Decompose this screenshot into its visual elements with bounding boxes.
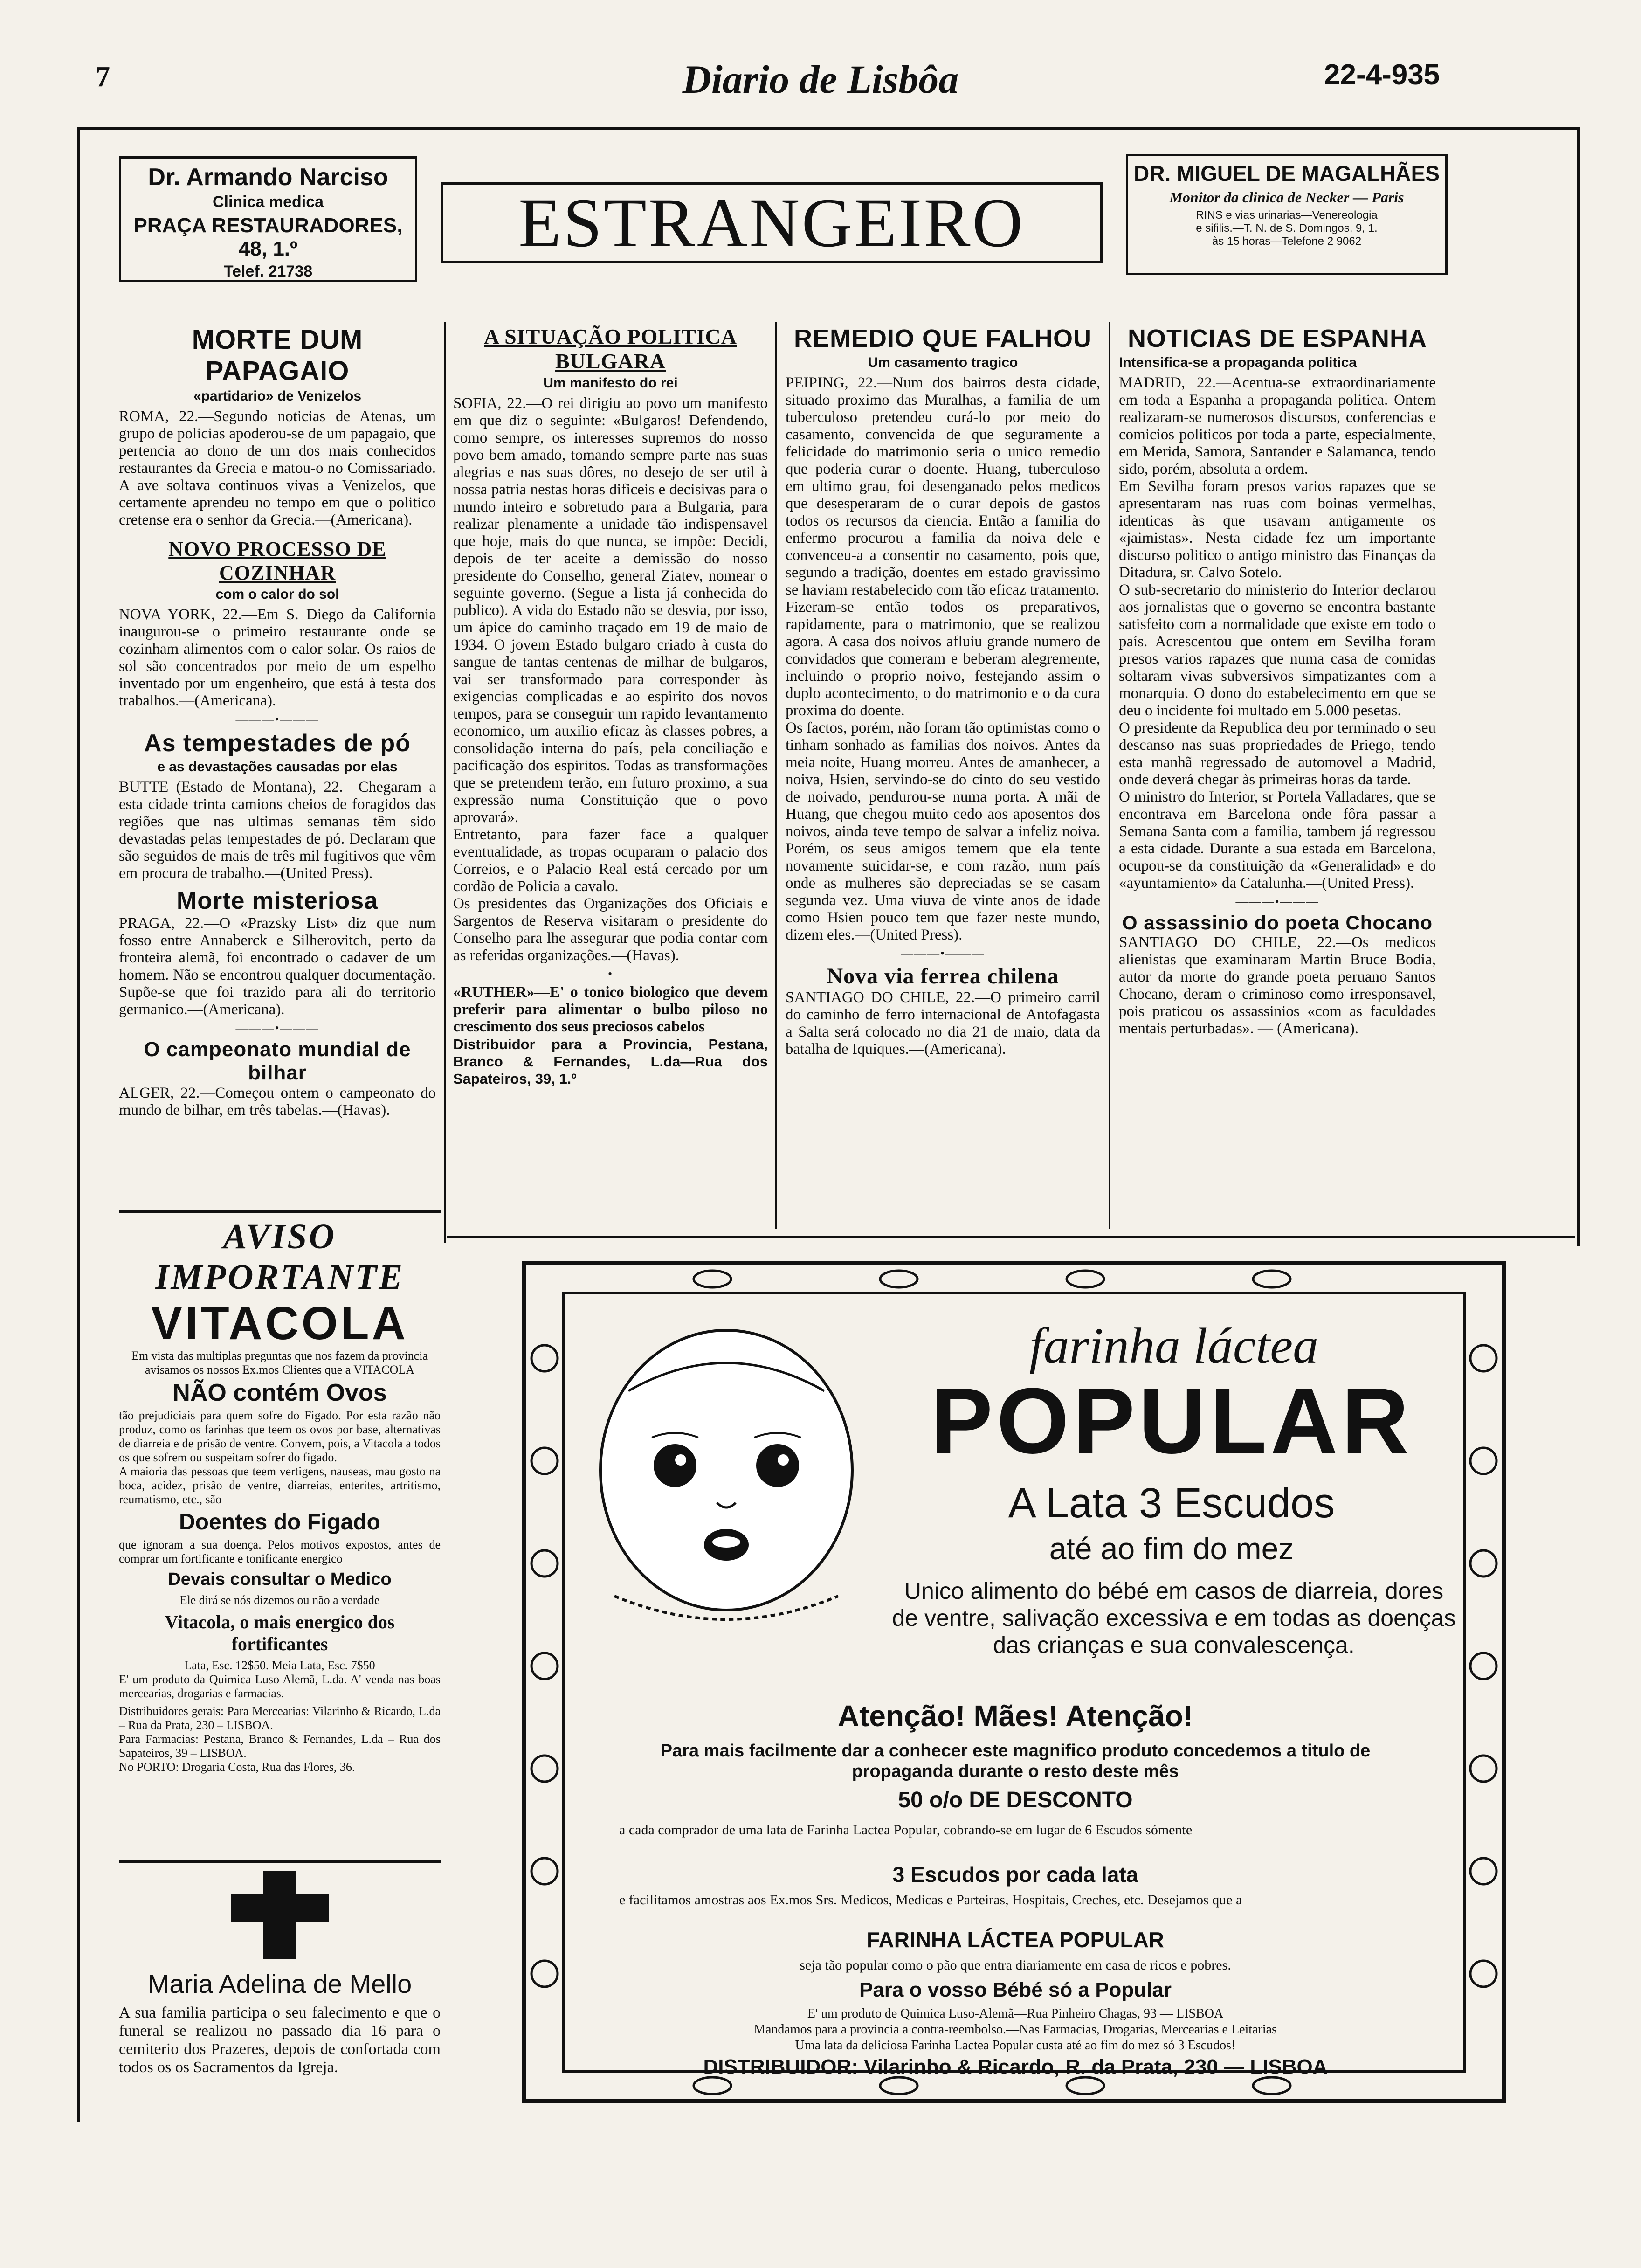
- ad-ruther: «RUTHER»—E' o tonico biologico que devem preferir para alimentar o bulbo piloso no crescimento dos seus preciosos cabelos: [453, 984, 768, 1035]
- column-rule-3: [1109, 322, 1110, 1229]
- article-bulgara-body: SOFIA, 22.—O rei dirigiu ao povo um manifesto em que diz o seguinte: «Bulgaros! Defendendo, como sempre, os interesses supremos do nosso povo bem amado, tomando sempre parte nas suas alegrias e nas suas dôres, no desejo de ser util à nossa patria nestas horas dificeis e decisivas para o mundo inteiro e sobretudo para a Bulgaria, para realizar plenamente a unidade tão indispensavel que hoje, mais do que nunca, se impõe: Decidi, depois de ter aceite a demissão do nosso presidente do Conselho, general Ziatev, nomear o seguinte governo. (Segue a lista já conhecida do publico). A vida do Estado não se desvia, por isso, um ápice do caminho traçado em 19 de maio de 1934. O jovem Estado bulgaro criado à custa do sangue de tantas centenas de milhar de bulgaros, vai ser transformado para corresponder às exigencias complicadas e ao espirito dos novos tempos, para se conseguir um rapido levantamento economico, um auxilio eficaz às classes pobres, a consolidação interna do país, pela conciliação e pacificação dos espiritos. Todas as transformações que se pretendem terão, em futuro proximo, a sua expressão numa Constituição que o povo aprovará».: [453, 395, 768, 826]
- vitacola-text-3: que ignoram a sua doença. Pelos motivos expostos, antes de comprar um fortificante e tonificante energico: [119, 1538, 441, 1565]
- farinha-until: até ao fim do mez: [1049, 1531, 1294, 1566]
- farinha-description: Unico alimento do bébé em casos de diarreia, dores de ventre, salivação excessiva e em todas as doenças das crianças e sua convalescença.: [892, 1578, 1456, 1658]
- subhead-papagaio: «partidario» de Venizelos: [193, 388, 362, 404]
- ad-armando-narciso: [119, 156, 417, 282]
- column-rule-1: [444, 322, 446, 1243]
- article-espanha-body-2: Em Sevilha foram presos varios rapazes que se apresentaram nas ruas com boinas vermelhas, identicas às que usavam antigamente os «jaimistas». Nesta cidade fez um importante discurso politico o antigo ministro das Finanças da Ditadura, sr. Calvo Sotelo.: [1119, 478, 1436, 581]
- cross-icon: [119, 1866, 441, 1964]
- page-number: 7: [96, 61, 110, 93]
- farinha-brand: POPULAR: [931, 1369, 1413, 1473]
- article-remedio-body-3: Os factos, porém, não foram tão optimistas como o tinham sonhado as familias dos noivos. Antes da meia noite, Huang morreu. Antes de amanhecer, a noiva, Hsien, servindo-se do cinto do seu vestido de noivado, pendurou-se numa porta. A mãi de Huang, que chegou muito cedo aos aposentos dos noivos, ainda teve tempo de salvar a infeliz noiva. Porém, os seus amigos temem que ela tente novamente suicidar-se, e com razão, num país onde as mulheres são depreciadas se se casam segunda vez. Uma viuva de vinte anos de idade como Hsien pouco tem que fazer neste mundo, dizem eles.—(United Press).: [786, 719, 1100, 943]
- vitacola-text-4: Ele dirá se nós dizemos ou não a verdade: [179, 1593, 380, 1607]
- vitacola-brand: VITACOLA: [151, 1297, 408, 1349]
- article-espanha-body: MADRID, 22.—Acentua-se extraordinariamente em toda a Espanha a propaganda politica. Ontem realizaram-se numerosos discursos, conferencias e comicios politicos por toda a parte, especialmente, em Merida, Samora, Santander e Salamanca, tendo sido, porém, absoluta a ordem.: [1119, 374, 1436, 477]
- ad-left-address: PRAÇA RESTAURADORES, 48, 1.º: [133, 214, 403, 260]
- article-via-ferrea-body: SANTIAGO DO CHILE, 22.—O primeiro carril do caminho de ferro internacional de Antofagasta a Salta será colocado no dia 21 de maio, data da batalha de Iquiques.—(Americana).: [786, 989, 1100, 1058]
- farinha-tres-escudos: 3 Escudos por cada lata: [892, 1862, 1138, 1887]
- article-remedio-body-2: Fizeram-se então todos os preparativos, rapidamente, para o matrimonio, que se realizou agora. A casa dos noivos afluiu grande numero de convidados que comeram e beberam alegremente, incluindo o proprio noivo, festejando assim o duplo acontecimento, o do matrimonio e o da cura proxima do doente.: [786, 599, 1100, 719]
- obituary: [119, 1860, 441, 2076]
- ad-top-rule: [447, 1236, 1575, 1238]
- section-title: ESTRANGEIRO: [518, 184, 1025, 262]
- headline-via-ferrea: Nova via ferrea chilena: [827, 964, 1059, 989]
- newspaper-title: Diario de Lisbôa: [682, 57, 959, 102]
- column-2: [453, 324, 768, 1087]
- article-papagaio-body: ROMA, 22.—Segundo noticias de Atenas, um grupo de policias apoderou-se de um papagaio, que pertencia ao dono de um dos mais conhecidos restaurantes da Grecia e matou-o no Comissariado. A ave soltava continuos vivas a Venizelos, que certamente aprendeu no tempo em que o politico cretense era o senhor da Grecia.—(Americana).: [119, 408, 436, 528]
- farinha-text-7: Uma lata da deliciosa Farinha Lactea Popular custa até ao fim do mez só 3 Escudos!: [795, 2038, 1236, 2053]
- obituary-name: Maria Adelina de Mello: [147, 1969, 412, 1998]
- vitacola-prices: Lata, Esc. 12$50. Meia Lata, Esc. 7$50: [184, 1659, 375, 1672]
- headline-noticias-espanha: NOTICIAS DE ESPANHA: [1127, 325, 1427, 353]
- farinha-vosso-bebe: Para o vosso Bébé só a Popular: [859, 1978, 1172, 2001]
- vitacola-text-2: A maioria das pessoas que teem vertigens, nauseas, mau gosto na boca, acidez, prisão de ventre, diarreias, enterites, artritismo, reumatismo, etc., são: [119, 1465, 441, 1506]
- ad-right-line4: às 15 horas—Telefone 2 9062: [1212, 235, 1362, 248]
- headline-assassinio-chocano: O assassinio do poeta Chocano: [1122, 912, 1433, 933]
- farinha-atencao: Atenção! Mães! Atenção!: [837, 1699, 1193, 1733]
- subhead-calor-sol: com o calor do sol: [215, 587, 339, 602]
- farinha-text-6: Mandamos para a provincia a contra-reembolso.—Nas Farmacias, Drogarias, Mercearias e Leitarias: [754, 2022, 1277, 2037]
- vitacola-text-7: Para Farmacias: Pestana, Branco & Fernandes, L.da – Rua dos Sapateiros, 39 – LISBOA.: [119, 1732, 441, 1760]
- article-chocano-body: SANTIAGO DO CHILE, 22.—Os medicos alienistas que examinaram Martin Bruce Bodia, autor da morte do grande poeta peruano Santos Chocano, deram o criminoso como irresponsavel, pois praticou os assassinios «com as faculdades mentais perturbadas». — (Americana).: [1119, 934, 1436, 1037]
- ad-ruther-distributor: Distribuidor para a Provincia, Pestana, Branco & Fernandes, L.da—Rua dos Sapateiros, 39, 1.º: [453, 1036, 768, 1087]
- obituary-text: A sua familia participa o seu falecimento e que o funeral se realizou no passado dia 16 para o cemiterio dos Prazeres, depois de confortada com todos os os Sacramentos da Igreja.: [119, 2004, 441, 2076]
- vitacola-doentes-figado: Doentes do Figado: [179, 1510, 380, 1535]
- ad-right-line2: RINS e vias urinarias—Venereologia: [1196, 209, 1378, 221]
- farinha-text-3: e facilitamos amostras aos Ex.mos Srs. Medicos, Medicas e Parteiras, Hospitais, Creches, etc. Desejamos que a: [619, 1892, 1242, 1908]
- ad-vitacola: [119, 1210, 441, 1774]
- divider-ornament: ———•———: [1235, 895, 1319, 908]
- article-cozinhar-body: NOVA YORK, 22.—Em S. Diego da California inaugurou-se o primeiro restaurante onde se cozinham alimentos com o calor solar. Os raios de sol são concentrados por meio de um espelho inventado por um engenheiro, que está à testa dos trabalhos.—(Americana).: [119, 606, 436, 709]
- headline-campeonato-bilhar: O campeonato mundial de bilhar: [144, 1038, 411, 1084]
- farinha-desconto: 50 o/o DE DESCONTO: [898, 1788, 1133, 1812]
- article-remedio-body: PEIPING, 22.—Num dos bairros desta cidade, situado proximo das Muralhas, a familia de um tuberculoso pretendeu curá-lo por meio do casamento, convencida de que seguramente a felicidade do matrimonio seria o unico remedio que poderia curar o doente. Huang, tuberculoso em ultimo grau, foi desenganado pelos medicos que desesperaram de o curar depois de gastos todos os recursos da ciencia. Então a familia do enfermo procurou a familia da noiva dele e convenceu-a a consentir no casamento, pois que, segundo a tradição, doentes em estado gravissimo se haviam restabelecido com tão eficaz tratamento.: [786, 374, 1100, 598]
- farinha-price: A Lata 3 Escudos: [1008, 1480, 1335, 1527]
- headline-morte-misteriosa: Morte misteriosa: [176, 887, 379, 914]
- vitacola-text-5: E' um produto da Quimica Luso Alemã, L.da. A' venda nas boas mercearias, drogarias e farmacias.: [119, 1673, 441, 1700]
- article-espanha-body-3: O sub-secretario do ministerio do Interior declarou aos jornalistas que o governo se encontra bastante satisfeito com a normalidade que existe em todo o país. Acrescentou que ontem em Sevilha foram presos varios rapazes que numa casa de comidas soltaram vivas subversivos simpatizantes com a monarquia. O dono do estabelecimento em que se deu o incidente foi multado em 5.000 pesetas.: [1119, 581, 1436, 719]
- ad-left-name: Dr. Armando Narciso: [148, 164, 388, 191]
- headline-tempestades: As tempestades de pó: [144, 730, 411, 757]
- divider-ornament: ———•———: [901, 947, 985, 960]
- ad-farinha-lactea: [522, 1261, 1506, 2103]
- baby-face-illustration: [572, 1316, 880, 1643]
- article-morte-misteriosa-body: PRAGA, 22.—O «Prazsky List» diz que num fosso entre Annaberck e Silherovitch, perto da fronteira alemã, foi encontrado o cadaver de um homem. Não se encontrou qualquer documentação. Supõe-se que foi trazido para ali do territorio germanico.—(Americana).: [119, 915, 436, 1018]
- vitacola-headline: AVISO IMPORTANTE: [155, 1217, 405, 1297]
- subhead-devastacoes: e as devastações causadas por elas: [157, 759, 398, 774]
- headline-situacao-bulgara: A SITUAÇÃO POLITICA BULGARA: [484, 325, 737, 373]
- ad-right-line3: e sifilis.—T. N. de S. Domingos, 9, 1.: [1196, 222, 1378, 235]
- article-bilhar-body: ALGER, 22.—Começou ontem o campeonato do mundo de bilhar, em três tabelas.—(Havas).: [119, 1085, 436, 1119]
- ad-right-line1: Monitor da clinica de Necker — Paris: [1169, 189, 1404, 206]
- farinha-brand-2: FARINHA LÁCTEA POPULAR: [866, 1928, 1165, 1952]
- divider-ornament: ———•———: [568, 967, 653, 981]
- ad-left-line1: Clinica medica: [212, 193, 324, 211]
- article-tempestades-body: BUTTE (Estado de Montana), 22.—Chegaram a esta cidade trinta camions cheios de foragidos das regiões que nas ultimas semanas têm sido devastadas pelas tempestades de pó. Declaram que são seguidos de mais de três mil fugitivos que vêm em procura de trabalho.—(United Press).: [119, 779, 436, 882]
- article-bulgara-body-2: Entretanto, para fazer face a qualquer eventualidade, as tropas ocuparam o palacio dos Correios, e o Palacio Real está cercado por um cordão de Policia a cavalo.: [453, 826, 768, 895]
- column-1: [119, 324, 436, 1119]
- divider-ornament: ———•———: [235, 712, 319, 726]
- subhead-propaganda-politica: Intensifica-se a propaganda politica: [1119, 355, 1357, 370]
- article-espanha-body-5: O ministro do Interior, sr Portela Valladares, que se encontrava em Barcelona onde fôra passar a Semana Santa com a familia, tambem já regressou a esta cidade. Durante a sua estada em Barcelona, ocupou-se da constituição da «Generalidad» e do «ayuntamiento» da Catalunha.—(United Press).: [1119, 788, 1436, 892]
- column-4: [1119, 324, 1436, 1037]
- farinha-script: farinha láctea: [1029, 1317, 1319, 1374]
- vitacola-consultar-medico: Devais consultar o Medico: [168, 1570, 392, 1589]
- column-3: [786, 324, 1100, 1058]
- ad-miguel-magalhaes: [1126, 154, 1448, 275]
- vitacola-nao-ovos: NÃO contém Ovos: [172, 1379, 387, 1406]
- divider-ornament: ———•———: [235, 1021, 319, 1035]
- headline-novo-processo: NOVO PROCESSO DE COZINHAR: [168, 538, 386, 584]
- vitacola-text-1: tão prejudiciais para quem sofre do Figado. Por esta razão não produz, como os farinhas que teem os ovos por base, alternativas de diarreia e de prisão de ventre. Convem, pois, a Vitacola a todos os que sofrem ou suspeitam sofrer do figado.: [119, 1409, 441, 1464]
- farinha-distribuidor: DISTRIBUIDOR: Vilarinho & Ricardo, R. da Prata, 230 — LISBOA: [703, 2055, 1328, 2078]
- column-rule-2: [775, 322, 777, 1229]
- farinha-text-1: Para mais facilmente dar a conhecer este magnifico produto concedemos a titulo de propaganda durante o resto deste mês: [660, 1741, 1371, 1781]
- vitacola-slogan: Vitacola, o mais energico dos fortificantes: [165, 1611, 395, 1654]
- farinha-text-2: a cada comprador de uma lata de Farinha Lactea Popular, cobrando-se em lugar de 6 Escudos sómente: [619, 1822, 1193, 1838]
- farinha-text-5: E' um produto de Quimica Luso-Alemã—Rua Pinheiro Chagas, 93 — LISBOA: [807, 2006, 1224, 2021]
- article-espanha-body-4: O presidente da Republica deu por terminado o seu descanso nas suas propriedades de Priego, tendo esta manhã regressado de automovel a Madrid, onde deverá chegar às primeiras horas da tarde.: [1119, 719, 1436, 788]
- headline-morte-papagaio: MORTE DUM PAPAGAIO: [192, 325, 363, 386]
- farinha-text-4: seja tão popular como o pão que entra diariamente em casa de ricos e pobres.: [800, 1957, 1231, 1973]
- section-banner: [441, 182, 1103, 263]
- headline-remedio-falhou: REMEDIO QUE FALHOU: [793, 325, 1092, 353]
- article-bulgara-body-3: Os presidentes das Organizações dos Oficiais e Sargentos de Reserva visitaram o presidente do Conselho para lhe assegurar que podia contar com as referidas organizações.—(Havas).: [453, 895, 768, 964]
- issue-date: 22-4-935: [1324, 59, 1440, 91]
- ad-left-phone: Telef. 21738: [223, 263, 313, 280]
- vitacola-top-rule: [119, 1210, 441, 1213]
- frame-left-rule: [77, 1245, 80, 2122]
- subhead-casamento-tragico: Um casamento tragico: [868, 355, 1018, 370]
- ad-right-name: DR. MIGUEL DE MAGALHÃES: [1134, 161, 1440, 186]
- vitacola-text-6: Distribuidores gerais: Para Mercearias: Vilarinho & Ricardo, L.da – Rua da Prata, 230 – LISBOA.: [119, 1704, 441, 1732]
- vitacola-intro: Em vista das multiplas preguntas que nos fazem da provincia avisamos os nossos Ex.mos Clientes que a VITACOLA: [131, 1349, 428, 1376]
- obituary-top-rule: [119, 1860, 441, 1863]
- vitacola-text-8: No PORTO: Drogaria Costa, Rua das Flores, 36.: [119, 1760, 355, 1774]
- subhead-manifesto-rei: Um manifesto do rei: [543, 375, 678, 391]
